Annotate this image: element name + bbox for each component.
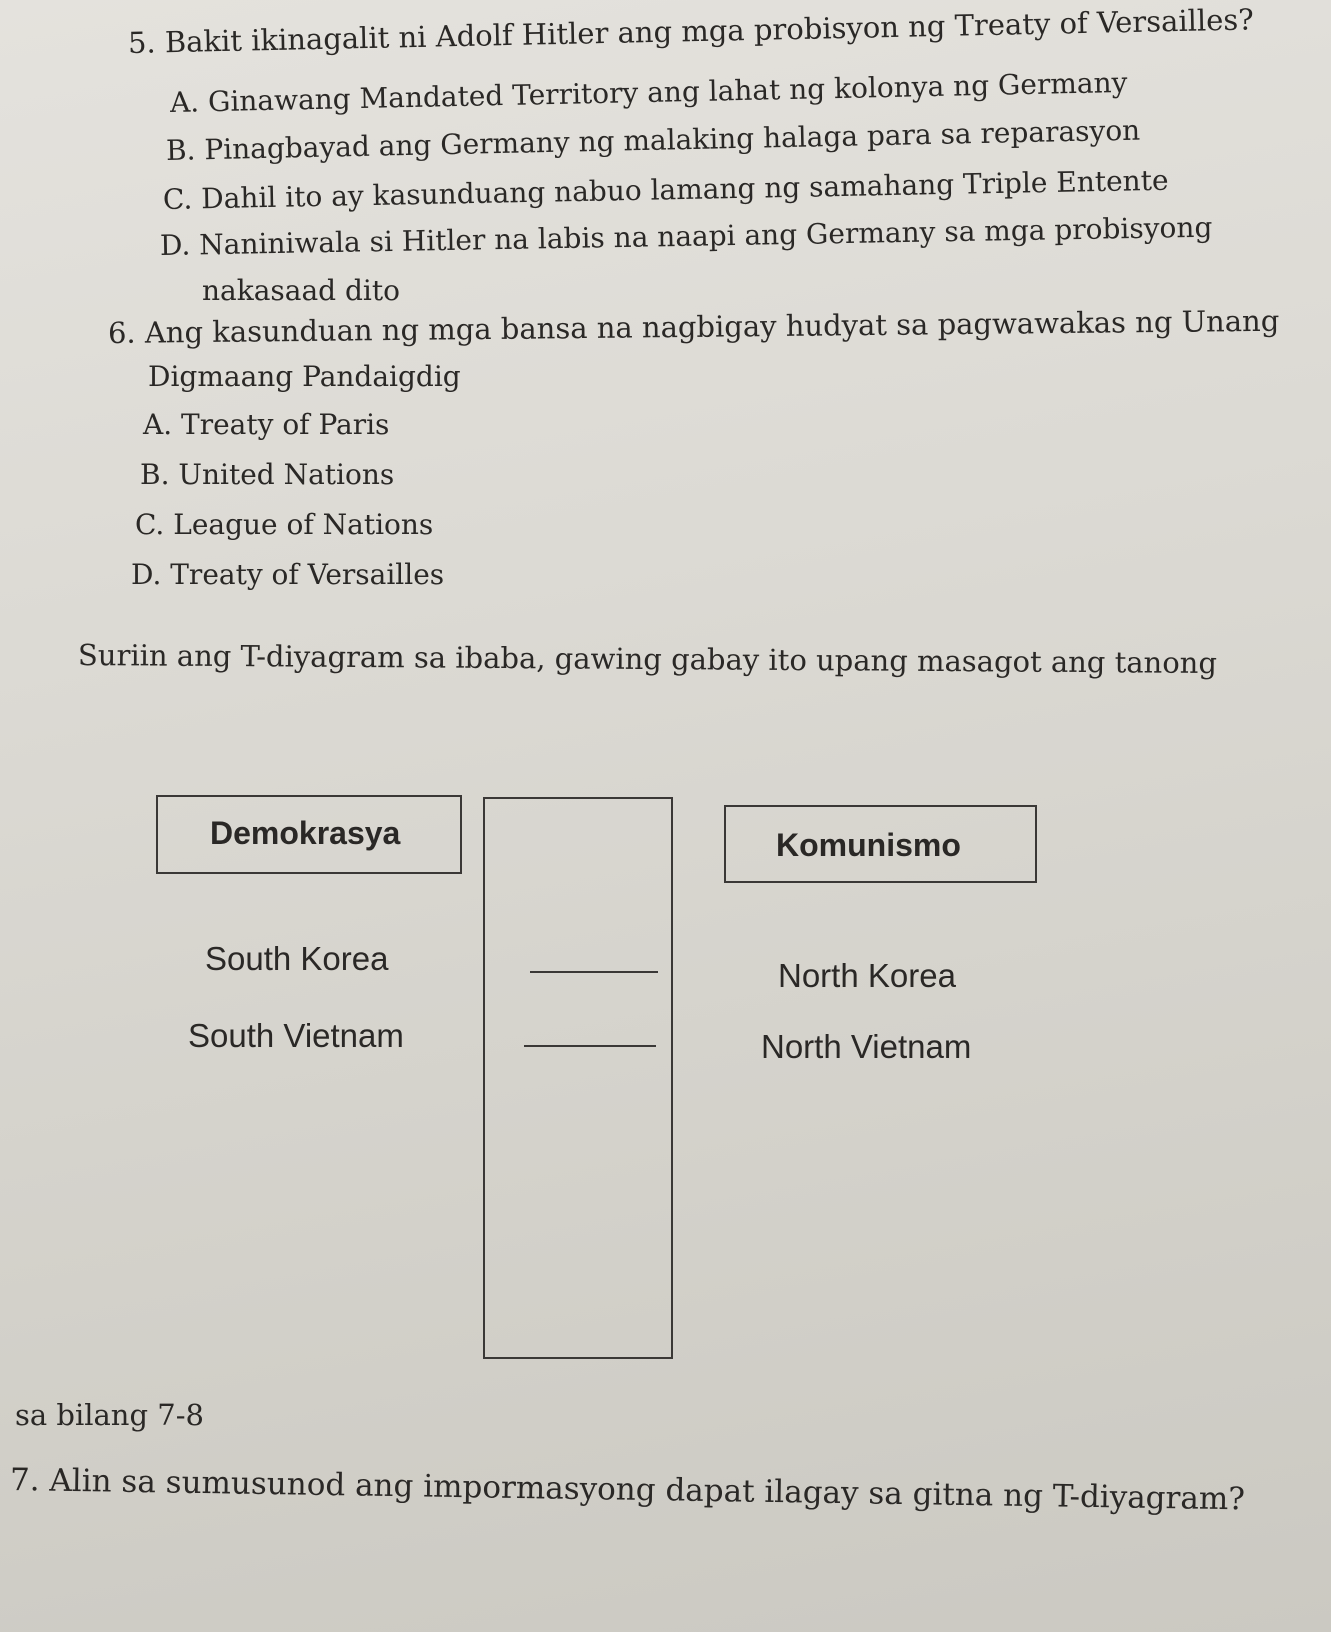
question-6-prompt-line-1: 6. Ang kasunduan ng mga bansa na nagbigay hudyat sa pagwawakas ng Unang [107, 303, 1280, 350]
question-6-option-c: C. League of Nations [135, 508, 434, 541]
question-5-prompt: 5. Bakit ikinagalit ni Adolf Hitler ang mga probisyon ng Treaty of Versailles? [127, 2, 1255, 60]
instruction-line-2: sa bilang 7-8 [15, 1398, 204, 1432]
question-5-option-d-continuation: nakasaad dito [202, 274, 400, 307]
right-item-north-vietnam: North Vietnam [761, 1028, 972, 1065]
left-item-south-korea: South Korea [205, 940, 389, 977]
demokrasya-heading-box [156, 795, 462, 874]
question-5-option-a: A. Ginawang Mandated Territory ang lahat ng kolonya ng Germany [169, 65, 1128, 119]
question-5-option-c: C. Dahil ito ay kasunduang nabuo lamang ng samahang Triple Entente [162, 163, 1169, 216]
left-item-south-vietnam: South Vietnam [188, 1017, 404, 1054]
right-item-north-korea: North Korea [778, 957, 956, 994]
demokrasya-heading: Demokrasya [210, 815, 401, 851]
question-7-prompt: 7. Alin sa sumusunod ang impormasyong dapat ilagay sa gitna ng T-diyagram? [9, 1462, 1246, 1518]
question-6-option-b: B. United Nations [140, 458, 395, 491]
center-blank-column [483, 797, 673, 1359]
question-6-option-a: A. Treaty of Paris [143, 408, 390, 441]
question-6-prompt-line-2: Digmaang Pandaigdig [148, 360, 461, 393]
center-blank-line-2 [524, 1045, 656, 1047]
question-6-option-d: D. Treaty of Versailles [131, 558, 445, 591]
center-blank-line-1 [530, 971, 658, 973]
question-5-option-b: B. Pinagbayad ang Germany ng malaking halaga para sa reparasyon [165, 113, 1141, 167]
question-5-option-d: D. Naniniwala si Hitler na labis na naapi ang Germany sa mga probisyong [159, 210, 1213, 262]
instruction-line-1: Suriin ang T-diyagram sa ibaba, gawing gabay ito upang masagot ang tanong [77, 638, 1218, 680]
komunismo-heading-box [724, 805, 1037, 883]
komunismo-heading: Komunismo [776, 827, 961, 863]
